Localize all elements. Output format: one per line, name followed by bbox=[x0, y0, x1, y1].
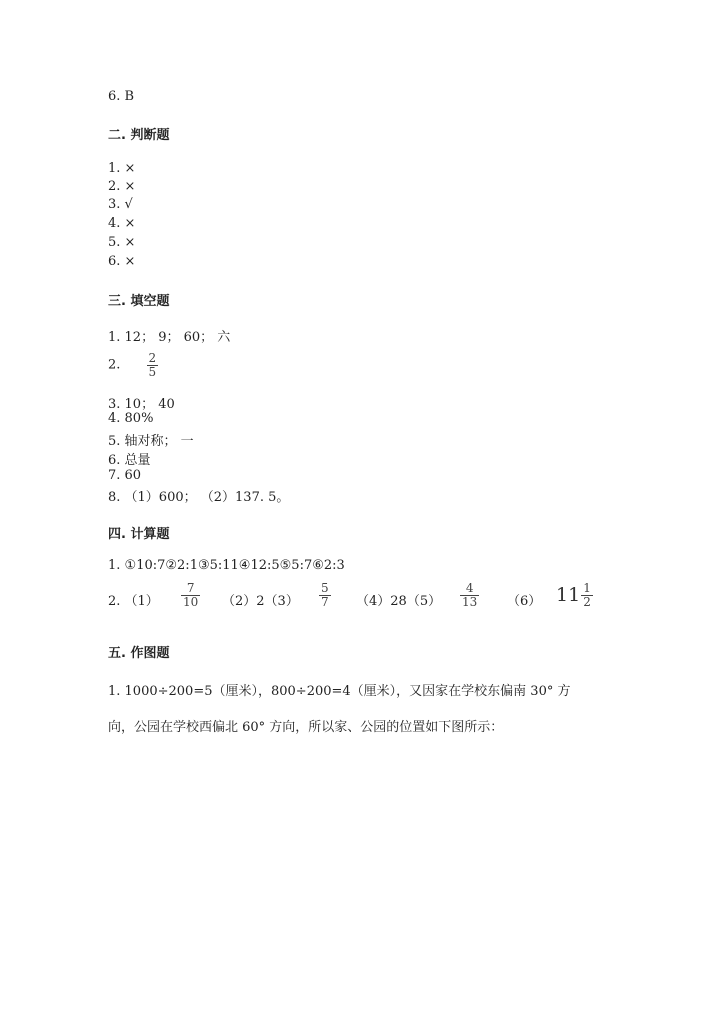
fraction-denominator: 2 bbox=[583, 594, 591, 609]
fill-item-3: 3. 10； 40 bbox=[108, 397, 175, 412]
fill-item-1: 1. 12； 9； 60； 六 bbox=[108, 330, 231, 345]
drawing-answer-line-1: 1. 1000÷200=5（厘米），800÷200=4（厘米），又因家在学校东偏南 30° 方 bbox=[108, 684, 571, 699]
judge-item-3: 3. √ bbox=[108, 197, 133, 212]
judge-item-1: 1. × bbox=[108, 161, 136, 176]
calc-item-2-label: 2. （1） bbox=[108, 594, 159, 609]
fill-item-2 bbox=[108, 352, 158, 378]
calc-item-2-part3: （4）28（5） bbox=[356, 594, 442, 609]
q6-answer: 6. B bbox=[108, 89, 135, 104]
calc-item-2-part2: （2）2（3） bbox=[222, 594, 299, 609]
fraction-denominator: 13 bbox=[462, 594, 478, 609]
fraction-denominator: 10 bbox=[183, 594, 199, 609]
fill-item-6: 6. 总量 bbox=[108, 453, 151, 468]
section-4-title: 四. 计算题 bbox=[108, 527, 170, 542]
mixed-number-eleven-and-half bbox=[556, 582, 593, 608]
section-5-title: 五. 作图题 bbox=[108, 646, 170, 661]
fraction-numerator: 5 bbox=[321, 581, 329, 595]
fraction-seven-tenths bbox=[181, 582, 200, 608]
fill-item-4: 4. 80% bbox=[108, 411, 154, 426]
fraction-numerator: 7 bbox=[186, 581, 195, 595]
fraction-denominator: 5 bbox=[148, 364, 157, 379]
fraction-numerator: 1 bbox=[583, 581, 591, 595]
fraction-five-sevenths bbox=[319, 582, 331, 608]
judge-item-2: 2. × bbox=[108, 179, 136, 194]
drawing-answer-line-2: 向，公园在学校西偏北 60° 方向，所以家、公园的位置如下图所示： bbox=[108, 720, 504, 735]
section-2-title: 二. 判断题 bbox=[108, 128, 170, 143]
fraction-two-fifths bbox=[147, 352, 159, 378]
fraction-numerator: 4 bbox=[465, 581, 474, 595]
fill-item-8: 8. （1）600； （2）137. 5。 bbox=[108, 490, 290, 505]
fill-item-7: 7. 60 bbox=[108, 468, 142, 483]
fraction-numerator: 2 bbox=[148, 351, 157, 365]
section-3-title: 三. 填空题 bbox=[108, 294, 170, 309]
mixed-fraction bbox=[581, 582, 593, 608]
fraction-denominator: 7 bbox=[321, 594, 329, 609]
calc-item-1: 1. ①10:7②2:1③5:11④12:5⑤5:7⑥2:3 bbox=[108, 558, 345, 573]
fill-item-2-label: 2. bbox=[108, 357, 121, 373]
fill-item-5: 5. 轴对称； 一 bbox=[108, 434, 194, 449]
mixed-whole: 11 bbox=[556, 584, 581, 607]
judge-item-4: 4. × bbox=[108, 216, 136, 231]
judge-item-5: 5. × bbox=[108, 235, 136, 250]
fraction-four-thirteenths bbox=[460, 582, 479, 608]
calc-item-2-part4: （6） bbox=[507, 594, 542, 609]
judge-item-6: 6. × bbox=[108, 254, 136, 269]
